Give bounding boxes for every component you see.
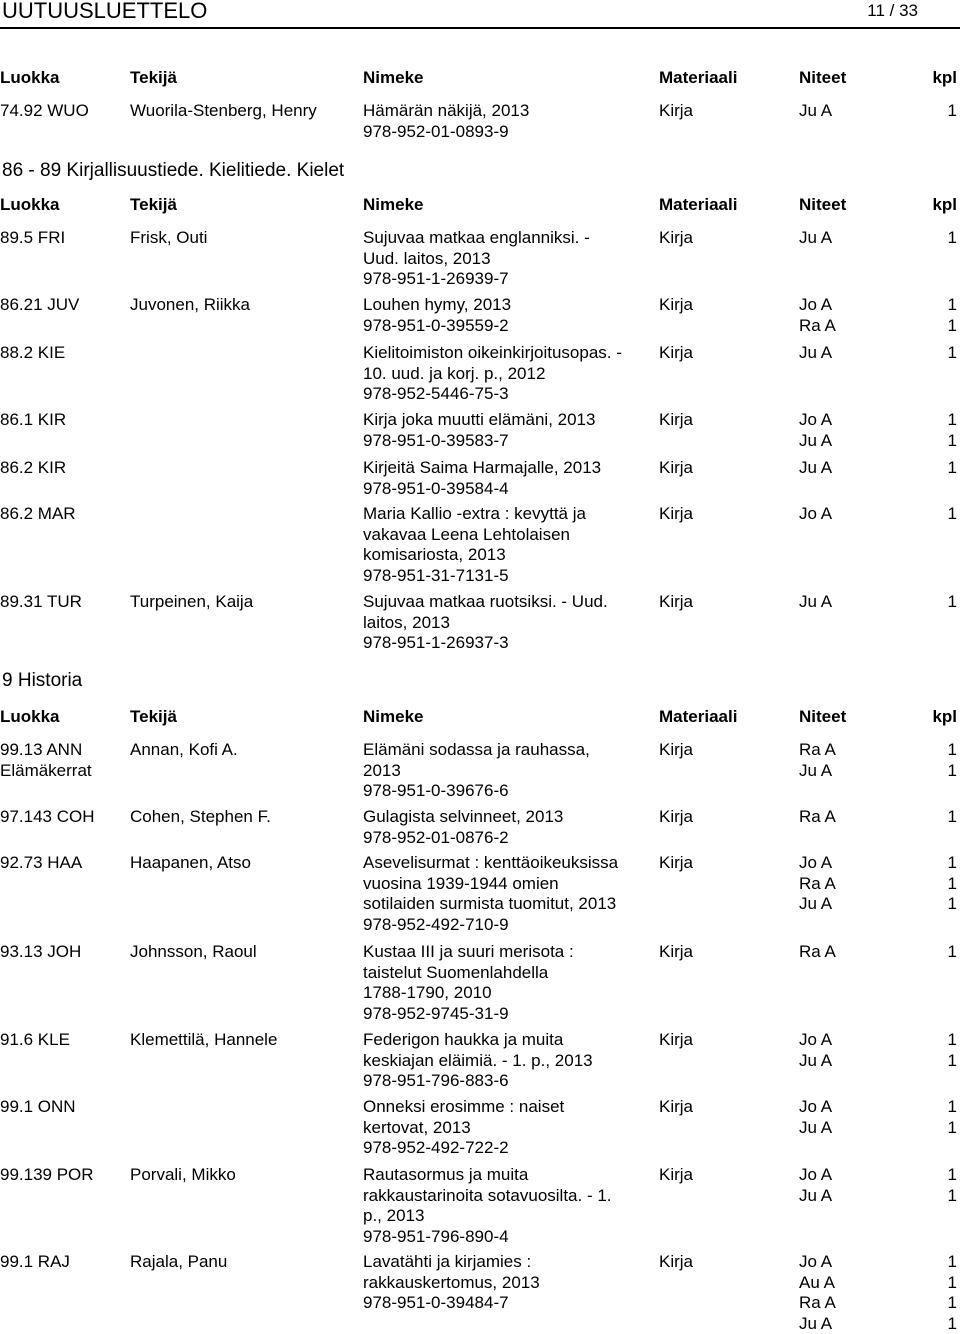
nimeke-line: 1788-1790, 2010 <box>363 983 492 1002</box>
nimeke-line: Hämärän näkijä, 2013 <box>363 101 530 120</box>
cell-luokka <box>0 295 79 316</box>
cell-kpl <box>948 101 957 122</box>
luokka-line: 99.1 ONN <box>0 1097 76 1116</box>
nimeke-line: 978-952-9745-31-9 <box>363 1003 509 1023</box>
niteet-line: Au A <box>799 1272 835 1292</box>
column-header-niteet: Niteet <box>799 68 847 87</box>
luokka-line: 92.73 HAA <box>0 853 83 872</box>
nimeke-line: Elämäni sodassa ja rauhassa, <box>363 740 590 759</box>
cell-materiaali <box>659 295 693 316</box>
kpl-line: 1 <box>947 853 957 872</box>
niteet-line: Ju A <box>799 894 833 913</box>
cell-niteet <box>799 410 832 451</box>
kpl-line: 1 <box>947 1050 957 1070</box>
nimeke-line: vuosina 1939-1944 omien <box>363 873 559 893</box>
materiaali-text: Kirja <box>659 295 694 314</box>
cell-nimeke <box>363 807 653 848</box>
kpl-line: 1 <box>947 894 957 913</box>
nimeke-line: Rautasormus ja muita <box>363 1165 529 1184</box>
cell-materiaali <box>659 410 693 431</box>
cell-niteet <box>799 807 836 828</box>
kpl-line: 1 <box>947 592 957 611</box>
kpl-line: 1 <box>947 1165 957 1184</box>
luokka-line: 86.2 KIR <box>0 458 67 477</box>
nimeke-line: Kustaa III ja suuri merisota : <box>363 942 574 961</box>
nimeke-line: 2013 <box>363 760 401 780</box>
nimeke-line: taistelut Suomenlahdella <box>363 962 549 982</box>
niteet-line: Ju A <box>799 1185 833 1205</box>
cell-niteet <box>799 504 832 525</box>
cell-niteet <box>799 1252 836 1334</box>
cell-luokka <box>0 853 82 874</box>
kpl-line: 1 <box>947 1252 957 1271</box>
cell-materiaali <box>659 458 693 479</box>
cell-kpl <box>948 1165 957 1206</box>
cell-kpl <box>948 1252 957 1334</box>
nimeke-line: Uud. laitos, 2013 <box>363 248 491 268</box>
materiaali-text: Kirja <box>659 228 694 247</box>
materiaali-text: Kirja <box>659 1097 694 1116</box>
nimeke-line: 978-952-492-710-9 <box>363 914 509 934</box>
nimeke-line: 978-951-1-26939-7 <box>363 269 509 288</box>
niteet-line: Ju A <box>799 430 833 450</box>
nimeke-line: 978-951-0-39484-7 <box>363 1293 509 1312</box>
cell-kpl <box>948 343 957 364</box>
cell-materiaali <box>659 1030 693 1051</box>
column-header-materiaali: Materiaali <box>659 707 738 726</box>
tekija-text: Cohen, Stephen F. <box>130 807 271 826</box>
cell-niteet <box>799 1097 832 1138</box>
niteet-line: Jo A <box>799 1097 833 1116</box>
nimeke-line: rakkauskertomus, 2013 <box>363 1272 540 1292</box>
tekija-text: Johnsson, Raoul <box>130 942 257 961</box>
nimeke-line: 978-951-796-890-4 <box>363 1226 509 1246</box>
nimeke-line: komisariosta, 2013 <box>363 545 506 564</box>
niteet-line: Ju A <box>799 1313 833 1333</box>
column-header-kpl: kpl <box>932 195 957 214</box>
cell-nimeke <box>363 942 653 1024</box>
nimeke-line: 978-951-1-26937-3 <box>363 633 509 652</box>
nimeke-line: rakkaustarinoita sotavuosilta. - 1. <box>363 1185 612 1205</box>
kpl-line: 1 <box>947 504 957 523</box>
cell-luokka <box>0 410 66 431</box>
nimeke-line: Kirjeitä Saima Harmajalle, 2013 <box>363 458 602 477</box>
tekija-text: Turpeinen, Kaija <box>130 592 254 611</box>
cell-tekija <box>130 740 238 761</box>
cell-materiaali <box>659 228 693 249</box>
niteet-line: Ju A <box>799 343 833 362</box>
materiaali-text: Kirja <box>659 942 694 961</box>
nimeke-line: p., 2013 <box>363 1206 425 1225</box>
cell-niteet <box>799 1030 832 1071</box>
niteet-line: Ra A <box>799 740 836 759</box>
niteet-line: Jo A <box>799 295 833 314</box>
cell-tekija <box>130 592 253 613</box>
cell-nimeke <box>363 295 653 336</box>
luokka-line: 89.5 FRI <box>0 228 66 247</box>
cell-tekija <box>130 1252 227 1273</box>
nimeke-line: Federigon haukka ja muita <box>363 1030 564 1049</box>
materiaali-text: Kirja <box>659 740 694 759</box>
nimeke-line: 10. uud. ja korj. p., 2012 <box>363 363 546 383</box>
niteet-line: Jo A <box>799 504 833 523</box>
column-header-materiaali: Materiaali <box>659 195 738 214</box>
niteet-line: Ju A <box>799 101 833 120</box>
tekija-text: Juvonen, Riikka <box>130 295 251 314</box>
cell-luokka <box>0 228 65 249</box>
luokka-line: Elämäkerrat <box>0 760 92 780</box>
cell-niteet <box>799 942 836 963</box>
nimeke-line: Lavatähti ja kirjamies : <box>363 1252 532 1271</box>
cell-luokka <box>0 1252 70 1273</box>
kpl-line: 1 <box>947 315 957 335</box>
nimeke-line: Asevelisurmat : kenttäoikeuksissa <box>363 853 619 872</box>
luokka-line: 99.1 RAJ <box>0 1252 70 1271</box>
kpl-line: 1 <box>947 1030 957 1049</box>
tekija-text: Frisk, Outi <box>130 228 208 247</box>
cell-tekija <box>130 853 251 874</box>
kpl-line: 1 <box>947 295 957 314</box>
cell-luokka <box>0 1097 76 1118</box>
nimeke-line: Kielitoimiston oikeinkirjoitusopas. - <box>363 343 622 362</box>
column-header-tekija: Tekijä <box>130 707 177 726</box>
niteet-line: Jo A <box>799 1252 833 1271</box>
materiaali-text: Kirja <box>659 458 694 477</box>
kpl-line: 1 <box>947 430 957 450</box>
cell-nimeke <box>363 1165 653 1247</box>
niteet-line: Ra A <box>799 873 836 893</box>
cell-luokka <box>0 807 95 828</box>
kpl-line: 1 <box>947 760 957 780</box>
cell-kpl <box>948 504 957 525</box>
kpl-line: 1 <box>947 807 957 826</box>
nimeke-line: sotilaiden surmista tuomitut, 2013 <box>363 894 617 913</box>
cell-luokka <box>0 740 92 781</box>
cell-nimeke <box>363 101 653 142</box>
cell-kpl <box>948 458 957 479</box>
luokka-line: 99.139 POR <box>0 1165 94 1184</box>
cell-nimeke <box>363 1252 653 1314</box>
cell-niteet <box>799 458 832 479</box>
niteet-line: Ju A <box>799 760 833 780</box>
cell-luokka <box>0 592 82 613</box>
niteet-line: Ju A <box>799 228 833 247</box>
nimeke-line: Sujuvaa matkaa englanniksi. - <box>363 228 590 247</box>
niteet-line: Ra A <box>799 315 836 335</box>
cell-nimeke <box>363 504 653 586</box>
column-header-luokka: Luokka <box>0 195 60 214</box>
nimeke-line: 978-952-492-722-2 <box>363 1138 509 1157</box>
document-title: UUTUUSLUETTELO <box>2 0 208 23</box>
kpl-line: 1 <box>947 740 957 759</box>
materiaali-text: Kirja <box>659 807 694 826</box>
niteet-line: Ju A <box>799 458 833 477</box>
cell-tekija <box>130 228 207 249</box>
cell-materiaali <box>659 807 693 828</box>
kpl-line: 1 <box>947 1313 957 1333</box>
cell-nimeke <box>363 343 653 405</box>
kpl-line: 1 <box>947 1293 957 1312</box>
tekija-text: Rajala, Panu <box>130 1252 228 1271</box>
section-title: 9 Historia <box>2 670 83 691</box>
luokka-line: 74.92 WUO <box>0 101 89 120</box>
cell-nimeke <box>363 592 653 654</box>
cell-tekija <box>130 942 257 963</box>
kpl-line: 1 <box>947 1117 957 1137</box>
cell-niteet <box>799 343 832 364</box>
materiaali-text: Kirja <box>659 410 694 429</box>
cell-materiaali <box>659 101 693 122</box>
cell-kpl <box>948 807 957 828</box>
kpl-line: 1 <box>947 1272 957 1292</box>
niteet-line: Ra A <box>799 942 836 961</box>
kpl-line: 1 <box>947 1185 957 1205</box>
cell-kpl <box>948 295 957 336</box>
cell-tekija <box>130 101 317 122</box>
luokka-line: 88.2 KIE <box>0 343 66 362</box>
cell-kpl <box>948 592 957 613</box>
cell-kpl <box>948 1097 957 1138</box>
cell-kpl <box>948 410 957 451</box>
column-header-niteet: Niteet <box>799 707 847 726</box>
cell-nimeke <box>363 228 653 290</box>
nimeke-line: 978-952-01-0893-9 <box>363 121 509 141</box>
nimeke-line: Onneksi erosimme : naiset <box>363 1097 565 1116</box>
column-header-niteet: Niteet <box>799 195 847 214</box>
tekija-text: Wuorila-Stenberg, Henry <box>130 101 317 120</box>
column-header-kpl: kpl <box>932 707 957 726</box>
cell-nimeke <box>363 410 653 451</box>
cell-luokka <box>0 343 65 364</box>
cell-materiaali <box>659 853 693 874</box>
materiaali-text: Kirja <box>659 101 694 120</box>
cell-kpl <box>948 853 957 915</box>
cell-materiaali <box>659 343 693 364</box>
luokka-line: 99.13 ANN <box>0 740 83 759</box>
nimeke-line: 978-951-0-39584-4 <box>363 478 509 498</box>
cell-kpl <box>948 228 957 249</box>
luokka-line: 93.13 JOH <box>0 942 82 961</box>
nimeke-line: keskiajan eläimiä. - 1. p., 2013 <box>363 1050 593 1070</box>
cell-tekija <box>130 1030 277 1051</box>
column-header-nimeke: Nimeke <box>363 707 424 726</box>
kpl-line: 1 <box>947 101 957 120</box>
cell-kpl <box>948 942 957 963</box>
cell-niteet <box>799 1165 832 1206</box>
cell-nimeke <box>363 1030 653 1092</box>
niteet-line: Jo A <box>799 1165 833 1184</box>
niteet-line: Jo A <box>799 1030 833 1049</box>
cell-luokka <box>0 942 81 963</box>
cell-materiaali <box>659 592 693 613</box>
niteet-line: Jo A <box>799 853 833 872</box>
cell-luokka <box>0 1030 70 1051</box>
tekija-text: Annan, Kofi A. <box>130 740 238 759</box>
luokka-line: 97.143 COH <box>0 807 95 826</box>
nimeke-line: kertovat, 2013 <box>363 1117 471 1137</box>
cell-niteet <box>799 295 836 336</box>
tekija-text: Haapanen, Atso <box>130 853 251 872</box>
cell-tekija <box>130 295 250 316</box>
niteet-line: Jo A <box>799 410 833 429</box>
cell-tekija <box>130 1165 236 1186</box>
nimeke-line: 978-951-796-883-6 <box>363 1071 509 1090</box>
cell-luokka <box>0 101 89 122</box>
cell-nimeke <box>363 853 653 935</box>
cell-materiaali <box>659 942 693 963</box>
nimeke-line: 978-952-5446-75-3 <box>363 384 509 403</box>
cell-kpl <box>948 1030 957 1071</box>
tekija-text: Porvali, Mikko <box>130 1165 236 1184</box>
cell-tekija <box>130 807 271 828</box>
cell-luokka <box>0 1165 94 1186</box>
materiaali-text: Kirja <box>659 1252 694 1271</box>
nimeke-line: 978-951-0-39583-7 <box>363 430 509 450</box>
column-header-luokka: Luokka <box>0 68 60 87</box>
niteet-line: Ju A <box>799 1117 833 1137</box>
cell-niteet <box>799 228 832 249</box>
nimeke-line: vakavaa Leena Lehtolaisen <box>363 524 570 544</box>
nimeke-line: 978-951-0-39559-2 <box>363 315 509 335</box>
tekija-text: Klemettilä, Hannele <box>130 1030 278 1049</box>
column-header-luokka: Luokka <box>0 707 60 726</box>
kpl-line: 1 <box>947 873 957 893</box>
cell-materiaali <box>659 1165 693 1186</box>
cell-luokka <box>0 458 66 479</box>
nimeke-line: Kirja joka muutti elämäni, 2013 <box>363 410 596 429</box>
kpl-line: 1 <box>947 410 957 429</box>
cell-kpl <box>948 740 957 781</box>
luokka-line: 86.21 JUV <box>0 295 80 314</box>
header-rule <box>0 27 960 29</box>
column-header-nimeke: Nimeke <box>363 68 424 87</box>
cell-niteet <box>799 740 836 781</box>
cell-luokka <box>0 504 76 525</box>
nimeke-line: Maria Kallio -extra : kevyttä ja <box>363 504 586 523</box>
column-header-kpl: kpl <box>932 68 957 87</box>
page-number: 11 / 33 <box>867 1 918 20</box>
kpl-line: 1 <box>947 228 957 247</box>
nimeke-line: laitos, 2013 <box>363 612 450 632</box>
cell-materiaali <box>659 740 693 761</box>
luokka-line: 89.31 TUR <box>0 592 82 611</box>
niteet-line: Ju A <box>799 1050 833 1070</box>
niteet-line: Ra A <box>799 1293 836 1312</box>
cell-materiaali <box>659 1252 693 1273</box>
cell-nimeke <box>363 1097 653 1159</box>
niteet-line: Ju A <box>799 592 833 611</box>
section-title: 86 - 89 Kirjallisuustiede. Kielitiede. Kielet <box>2 160 345 181</box>
cell-nimeke <box>363 458 653 499</box>
cell-materiaali <box>659 1097 693 1118</box>
materiaali-text: Kirja <box>659 343 694 362</box>
cell-niteet <box>799 592 832 613</box>
column-header-tekija: Tekijä <box>130 68 177 87</box>
cell-niteet <box>799 101 832 122</box>
kpl-line: 1 <box>947 1097 957 1116</box>
nimeke-line: Sujuvaa matkaa ruotsiksi. - Uud. <box>363 592 608 611</box>
materiaali-text: Kirja <box>659 592 694 611</box>
luokka-line: 86.1 KIR <box>0 410 67 429</box>
luokka-line: 91.6 KLE <box>0 1030 70 1049</box>
cell-materiaali <box>659 504 693 525</box>
kpl-line: 1 <box>947 458 957 477</box>
nimeke-line: Louhen hymy, 2013 <box>363 295 512 314</box>
cell-niteet <box>799 853 836 915</box>
materiaali-text: Kirja <box>659 1165 694 1184</box>
column-header-materiaali: Materiaali <box>659 68 738 87</box>
materiaali-text: Kirja <box>659 504 694 523</box>
cell-nimeke <box>363 740 653 802</box>
column-header-nimeke: Nimeke <box>363 195 424 214</box>
nimeke-line: 978-952-01-0876-2 <box>363 827 509 847</box>
materiaali-text: Kirja <box>659 853 694 872</box>
column-header-tekija: Tekijä <box>130 195 177 214</box>
materiaali-text: Kirja <box>659 1030 694 1049</box>
kpl-line: 1 <box>947 942 957 961</box>
nimeke-line: 978-951-31-7131-5 <box>363 565 509 585</box>
nimeke-line: Gulagista selvinneet, 2013 <box>363 807 564 826</box>
kpl-line: 1 <box>947 343 957 362</box>
niteet-line: Ra A <box>799 807 836 826</box>
nimeke-line: 978-951-0-39676-6 <box>363 781 509 800</box>
luokka-line: 86.2 MAR <box>0 504 76 523</box>
